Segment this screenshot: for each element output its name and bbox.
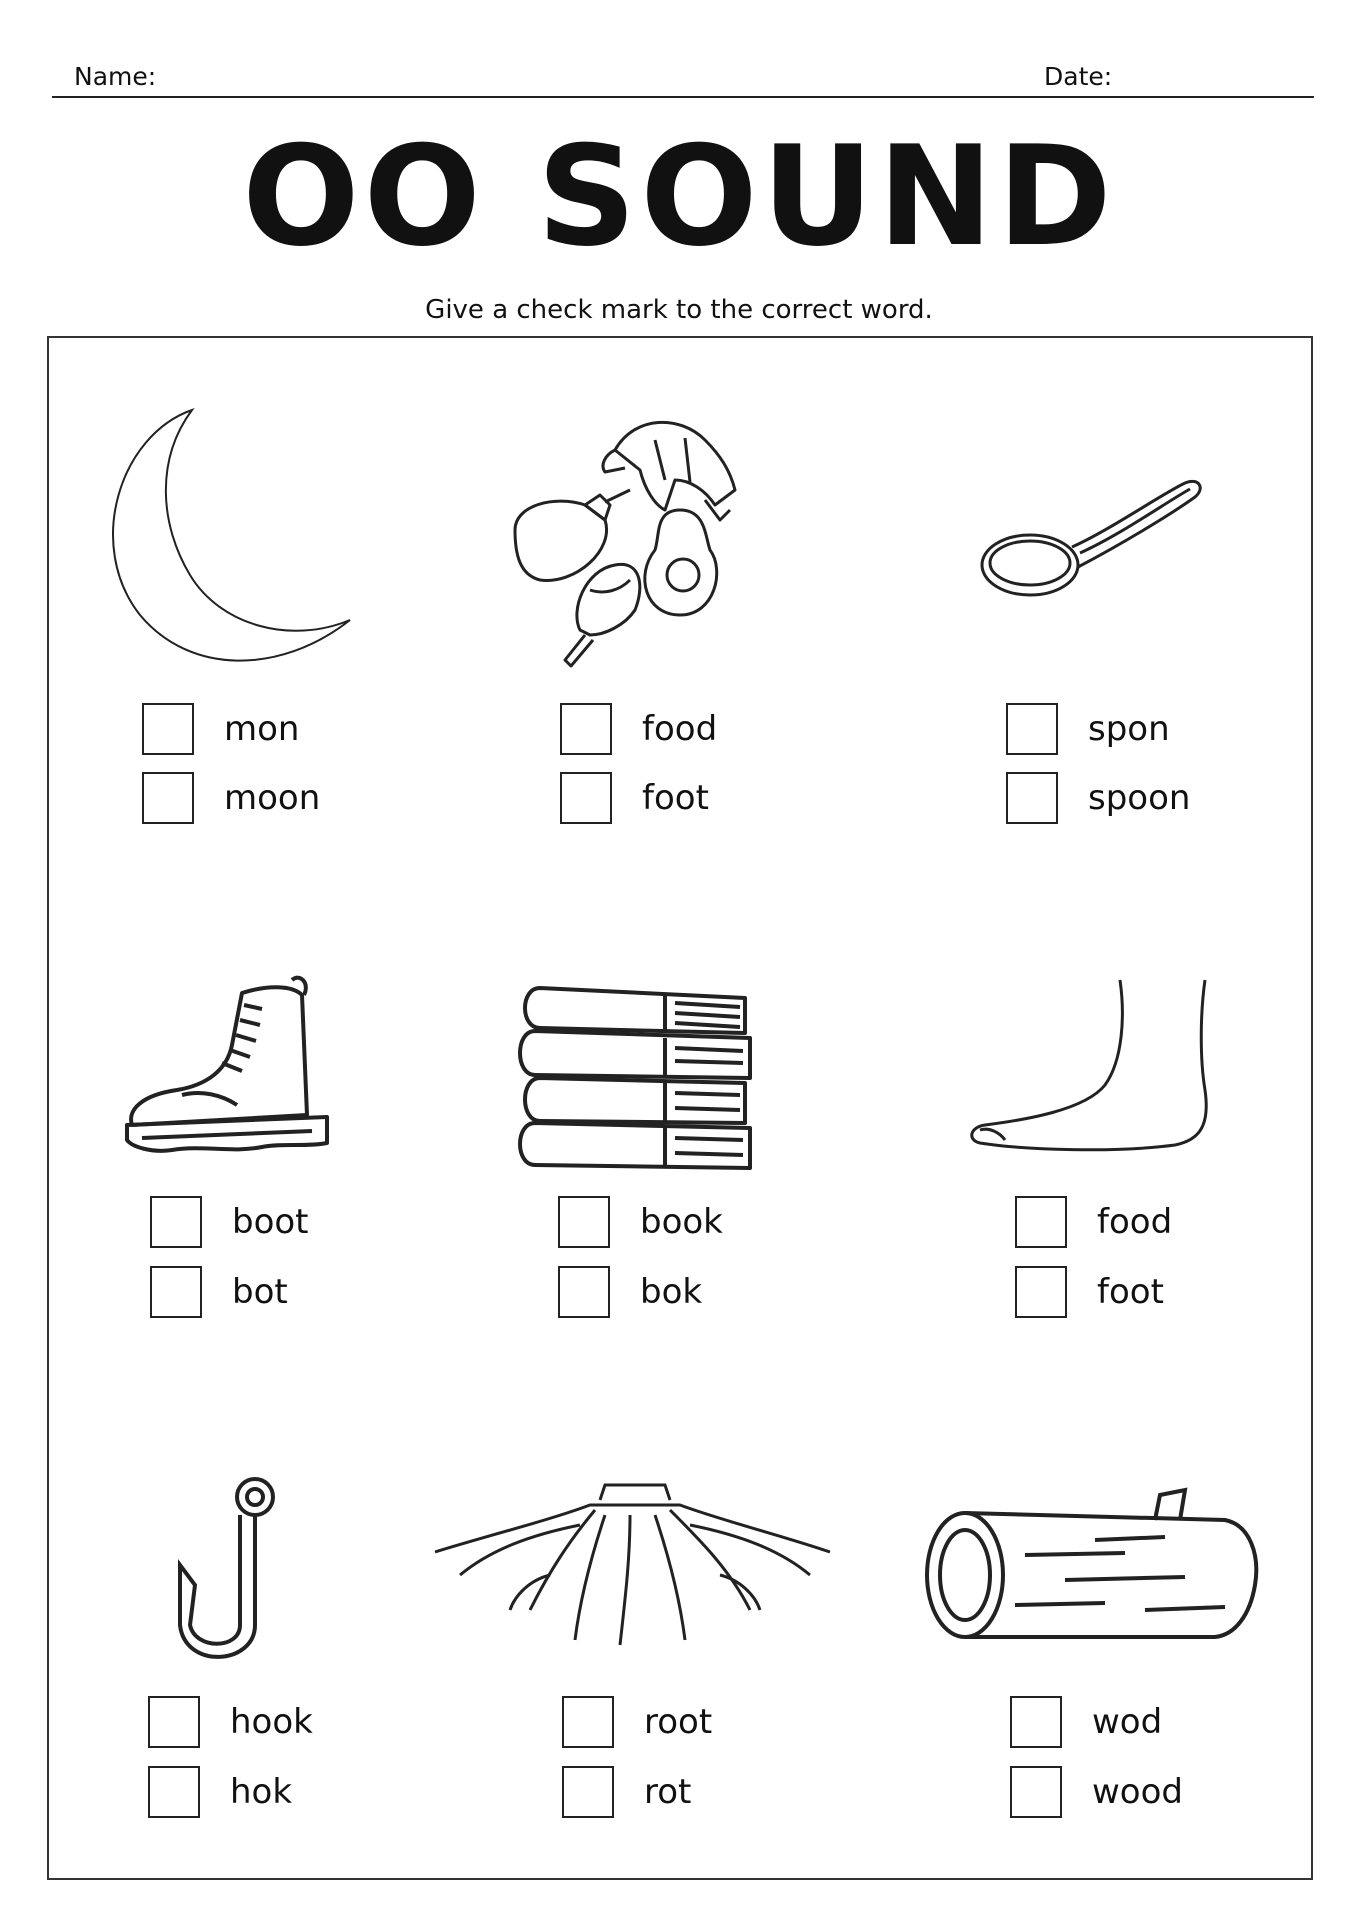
checkbox[interactable]	[1015, 1266, 1067, 1318]
date-label: Date:	[1044, 62, 1113, 91]
foot-icon	[965, 975, 1225, 1175]
checkbox[interactable]	[560, 772, 612, 824]
option-word: hok	[230, 1772, 293, 1812]
checkbox[interactable]	[1010, 1696, 1062, 1748]
option-word: bot	[232, 1272, 288, 1312]
option-word: mon	[224, 709, 300, 749]
checkbox[interactable]	[1006, 772, 1058, 824]
checkbox[interactable]	[150, 1266, 202, 1318]
worksheet-title: OO SOUND	[242, 116, 1116, 277]
option-word: moon	[224, 778, 321, 818]
option-word: hook	[230, 1702, 313, 1742]
boot-icon	[122, 975, 332, 1175]
header-underline	[52, 96, 1314, 98]
checkbox[interactable]	[562, 1696, 614, 1748]
checkbox[interactable]	[1015, 1196, 1067, 1248]
checkbox[interactable]	[1006, 703, 1058, 755]
option-word: foot	[642, 778, 709, 818]
option-word: food	[1097, 1202, 1173, 1242]
checkbox[interactable]	[142, 772, 194, 824]
option-word: foot	[1097, 1272, 1164, 1312]
option-word: boot	[232, 1202, 309, 1242]
option-word: spon	[1088, 709, 1170, 749]
moon-icon	[100, 405, 360, 675]
name-label: Name:	[74, 62, 157, 91]
checkbox[interactable]	[148, 1766, 200, 1818]
option-word: food	[642, 709, 718, 749]
option-word: bok	[640, 1272, 703, 1312]
checkbox[interactable]	[142, 703, 194, 755]
checkbox[interactable]	[148, 1696, 200, 1748]
checkbox[interactable]	[558, 1266, 610, 1318]
checkbox[interactable]	[150, 1196, 202, 1248]
spoon-icon	[980, 475, 1205, 610]
option-word: root	[644, 1702, 713, 1742]
root-icon	[430, 1480, 835, 1650]
books-icon	[515, 983, 755, 1173]
option-word: book	[640, 1202, 723, 1242]
checkbox[interactable]	[558, 1196, 610, 1248]
option-word: wod	[1092, 1702, 1163, 1742]
checkbox[interactable]	[562, 1766, 614, 1818]
instructions: Give a check mark to the correct word.	[425, 295, 933, 325]
option-word: rot	[644, 1772, 692, 1812]
checkbox[interactable]	[560, 703, 612, 755]
hook-icon	[170, 1475, 280, 1670]
log-icon	[925, 1485, 1260, 1645]
food-icon	[505, 410, 765, 670]
option-word: wood	[1092, 1772, 1183, 1812]
option-word: spoon	[1088, 778, 1191, 818]
checkbox[interactable]	[1010, 1766, 1062, 1818]
